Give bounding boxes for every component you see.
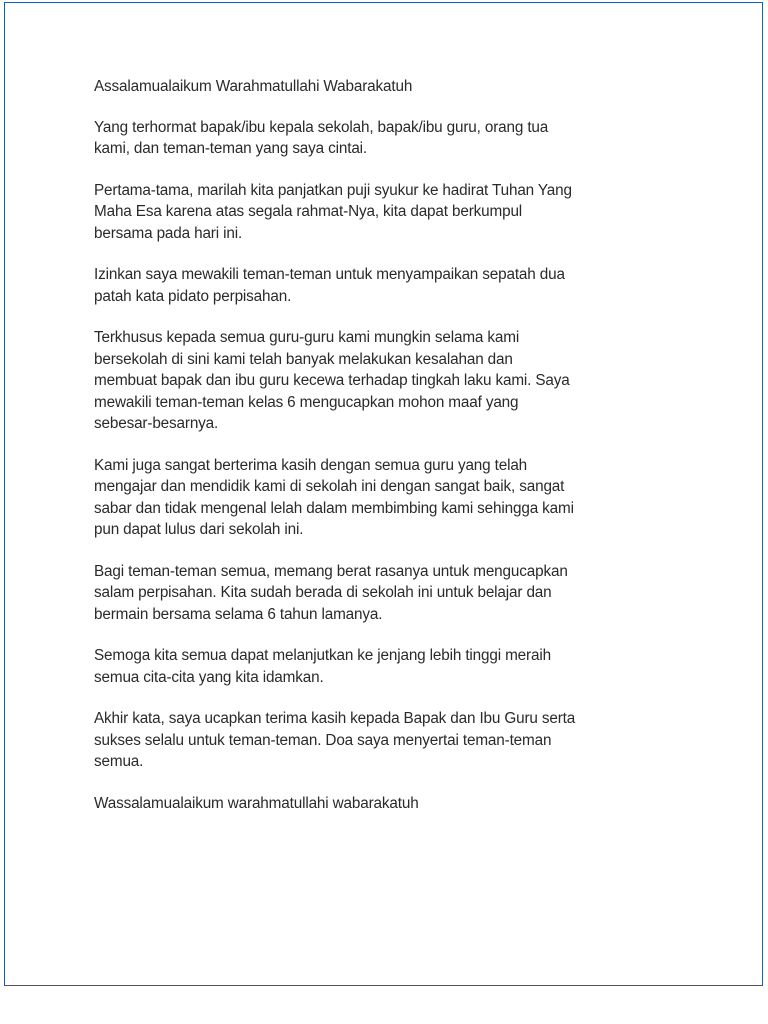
- paragraph-thanks-teachers: [94, 455, 684, 541]
- text-line: mengajar dan mendidik kami di sekolah ini dengan sangat baik, sangat: [94, 478, 565, 495]
- paragraph-apology: [94, 327, 684, 435]
- greeting-line: Wassalamualaikum warahmatullahi wabarakatuh: [94, 794, 419, 812]
- text-line: Bagi teman-teman semua, memang berat rasanya untuk mengucapkan: [94, 562, 568, 580]
- text-line: Yang terhormat bapak/ibu kepala sekolah, bapak/ibu guru, orang tua: [94, 118, 549, 136]
- text-line: bersekolah di sini kami telah banyak melakukan kesalahan dan: [94, 350, 513, 368]
- greeting-line: Assalamualaikum Warahmatullahi Wabarakatuh: [94, 78, 413, 95]
- text-line: Kami juga sangat berterima kasih dengan semua guru yang telah: [94, 456, 528, 474]
- opening-greeting: [94, 76, 684, 98]
- paragraph-salutation: [94, 117, 684, 160]
- text-line: kami, dan teman-teman yang saya cintai.: [94, 140, 368, 157]
- text-line: sukses selalu untuk teman-teman. Doa saya menyertai teman-teman: [94, 731, 552, 749]
- text-line: sebesar-besarnya.: [94, 415, 219, 432]
- text-line: Terkhusus kepada semua guru-guru kami mungkin selama kami: [94, 329, 520, 346]
- text-line: Akhir kata, saya ucapkan terima kasih kepada Bapak dan Ibu Guru serta: [94, 710, 576, 727]
- text-line: semua.: [94, 753, 144, 770]
- text-line: membuat bapak dan ibu guru kecewa terhadap tingkah laku kami. Saya: [94, 372, 570, 389]
- document-frame: [4, 2, 763, 986]
- text-line: patah kata pidato perpisahan.: [94, 287, 292, 305]
- speech-document: [94, 76, 684, 834]
- text-line: mewakili teman-teman kelas 6 mengucapkan mohon maaf yang: [94, 393, 519, 411]
- text-line: bersama pada hari ini.: [94, 224, 243, 242]
- paragraph-gratitude: [94, 180, 684, 245]
- paragraph-closing-remarks: [94, 708, 684, 773]
- text-line: salam perpisahan. Kita sudah berada di sekolah ini untuk belajar dan: [94, 584, 552, 601]
- text-line: sabar dan tidak mengenal lelah dalam membimbing kami sehingga kami: [94, 499, 574, 517]
- text-line: Pertama-tama, marilah kita panjatkan puji syukur ke hadirat Tuhan Yang: [94, 181, 572, 199]
- closing-greeting: [94, 793, 684, 815]
- text-line: pun dapat lulus dari sekolah ini.: [94, 521, 304, 538]
- paragraph-hope: [94, 645, 684, 688]
- text-line: Izinkan saya mewakili teman-teman untuk menyampaikan sepatah dua: [94, 266, 565, 283]
- text-line: Semoga kita semua dapat melanjutkan ke jenjang lebih tinggi meraih: [94, 647, 551, 664]
- text-line: semua cita-cita yang kita idamkan.: [94, 668, 324, 686]
- text-line: Maha Esa karena atas segala rahmat-Nya, kita dapat berkumpul: [94, 203, 523, 220]
- paragraph-introduction: [94, 264, 684, 307]
- text-line: bermain bersama selama 6 tahun lamanya.: [94, 605, 383, 623]
- paragraph-farewell-friends: [94, 561, 684, 626]
